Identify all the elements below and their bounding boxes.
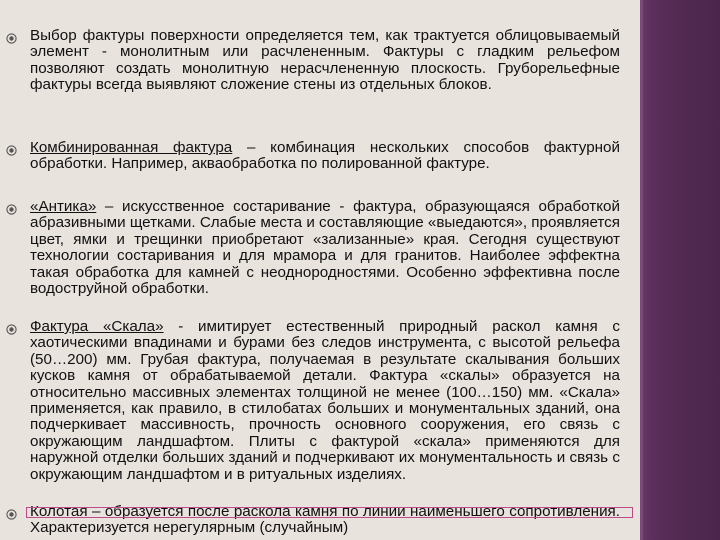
paragraph-combined-texture	[30, 140, 620, 173]
paragraph-text: – комбинация нескольких способов фактурной обработки. Например, акваобработка по полированной фактуре.	[30, 139, 620, 173]
circle-bullet-icon	[6, 145, 17, 156]
text-selection-box	[26, 507, 633, 518]
paragraph-text: Выбор фактуры поверхности определяется тем, как трактуется облицовываемый элемент - монолитным или расчлененным. Фактуры с гладким рельефом позволяют создать монолитную нерасчлененную плоскость. Груборельефные фактуры всегда выявляют сложение стены из отдельных блоков.	[30, 27, 620, 94]
term-combined-texture: Комбинированная фактура	[30, 139, 233, 156]
paragraph-texture-choice	[30, 28, 620, 94]
accent-side-band	[640, 0, 720, 540]
paragraph-text: – образуется после раскола камня по линии наименьшего сопротивления. Характеризуется нерегулярным (случайным)	[30, 503, 620, 537]
term-kolotaya: Колотая	[30, 503, 88, 520]
paragraph-text: – искусственное состаривание - фактура, образующаяся обработкой абразивными щетками. Слабые места и составляющие «выедаются», проявляется цвет, ямки и трещинки приобретают «зализанные» края. Сегодня существуют технологии состаривания и для мрамора и для гранитов. Наиболее эффектна такая обработка для камней с неоднородностями. Особенно эффективна после водоструйной обработки.	[30, 198, 621, 298]
circle-bullet-icon	[6, 204, 17, 215]
paragraph-antika	[30, 199, 620, 297]
circle-bullet-icon	[6, 324, 17, 335]
paragraph-text: - имитирует естественный природный раскол камня с хаотическими впадинами и бурами без следов инструмента, с высотой рельефа (50…200) мм. Грубая фактура, получаемая в результате скалывания больших кусков камня от обрабатываемой детали. Фактура «скалы» образуется на относительно массивных элементах толщиной не менее (100…150) мм. «Скала» применяется, как правило, в стилобатах больших и монументальных зданий, она подчеркивает массивность, прочность основного сооружения, его связь с окружающим ландшафтом. Плиты с фактурой «скала» применяются для наружной отделки больших зданий и подчеркивают их монументальность и связь с окружающим ландшафтом и в ритуальных изделиях.	[30, 318, 620, 483]
circle-bullet-icon	[6, 509, 17, 520]
paragraph-skala	[30, 319, 620, 483]
term-skala: Фактура «Скала»	[30, 318, 164, 335]
circle-bullet-icon	[6, 33, 17, 44]
side-band-edge	[640, 0, 643, 540]
term-antika: «Антика»	[30, 198, 97, 215]
